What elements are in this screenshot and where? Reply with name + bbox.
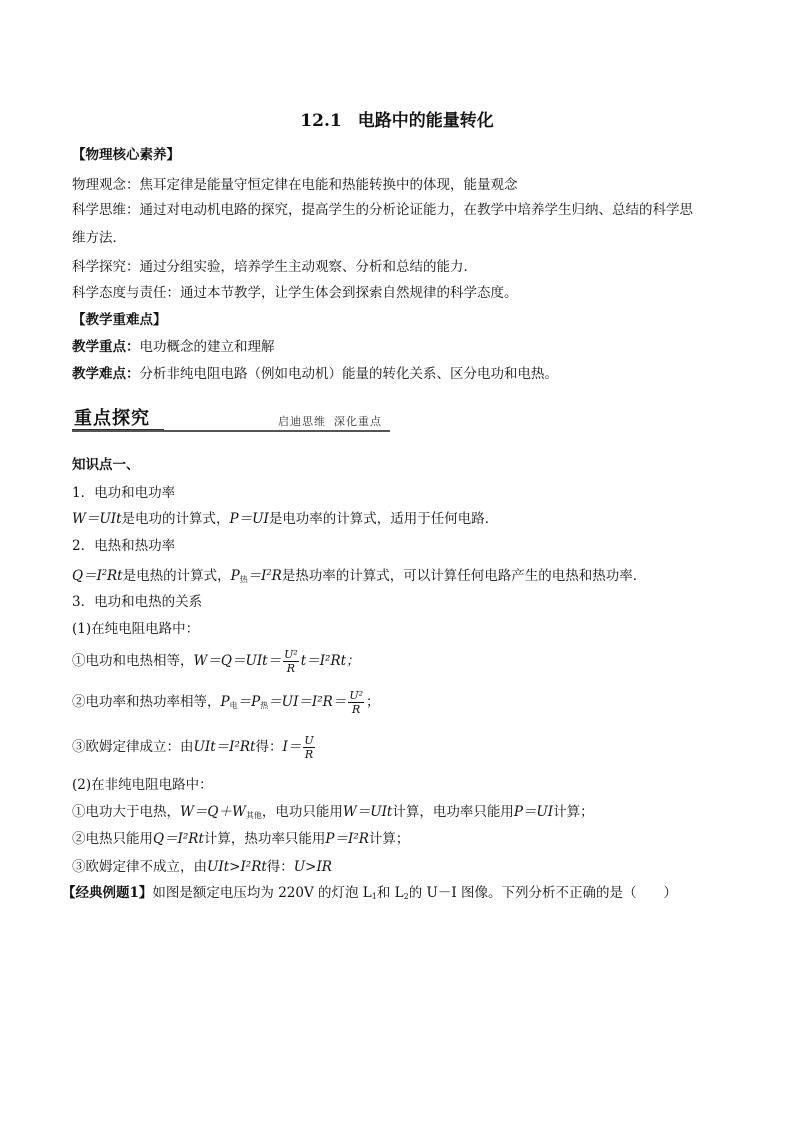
text: 计算； bbox=[553, 804, 594, 820]
text: 计算，电功率只能用 bbox=[392, 804, 514, 820]
fraction-u2-over-r bbox=[348, 689, 364, 716]
text: 的 U－I 图像。下列分析不正确的是（ ） bbox=[408, 885, 678, 901]
text: 计算； bbox=[368, 831, 410, 847]
literacy-item-inquiry: 科学探究：通过分组实验，培养学生主动观察、分析和总结的能力． bbox=[72, 259, 477, 275]
text: 计算，热功率只能用 bbox=[203, 831, 326, 847]
formula: I＝ bbox=[282, 739, 302, 755]
literacy-item-concept: 物理观念：焦耳定律是能量守恒定律在电能和热能转换中的体现，能量观念 bbox=[72, 177, 518, 193]
rule-label: ①电功大于电热， bbox=[72, 804, 180, 820]
text: 得： bbox=[255, 739, 283, 755]
literacy-item-thinking: 科学思维：通过对电动机电路的探究，提高学生的分析论证能力，在教学中培养学生归纳、总结的科学思 bbox=[72, 202, 693, 218]
rule-label: ③欧姆定律成立：由 bbox=[72, 739, 194, 755]
subsection-2-heading: 2．电热和热功率 bbox=[72, 538, 176, 554]
pure-rule-1 bbox=[72, 644, 360, 678]
pure-rule-3 bbox=[72, 730, 317, 764]
formula-heat: $Q=I^2Rt$ bbox=[72, 568, 123, 584]
subscript: 热 bbox=[260, 701, 269, 710]
formula-part: $=I^2R$ bbox=[247, 568, 282, 584]
teaching-difficulty bbox=[72, 365, 558, 383]
section-number: 12.1 bbox=[300, 111, 342, 131]
text: 和 L bbox=[376, 885, 404, 901]
formula-part: Q＝I bbox=[72, 568, 102, 584]
example-question bbox=[62, 884, 677, 906]
teaching-focus bbox=[72, 338, 275, 356]
nonpure-rule-3 bbox=[72, 858, 332, 876]
example-tag: 【经典例题1】 bbox=[62, 885, 153, 901]
text: 是电热的计算式， bbox=[122, 568, 231, 584]
subscript: 2 bbox=[403, 892, 409, 901]
numerator: U² bbox=[284, 648, 298, 661]
difficulty-text: 分析非纯电阻电路（例如电动机）能量的转化关系、区分电功和电热。 bbox=[139, 366, 558, 382]
numerator: U² bbox=[349, 689, 363, 702]
focus-text: 电功概念的建立和理解 bbox=[139, 339, 275, 355]
formula-electric-work: W＝UIt bbox=[72, 511, 122, 527]
subscript: 1 bbox=[371, 892, 377, 901]
text: 如图是额定电压均为 220V 的灯泡 L bbox=[152, 885, 372, 901]
literacy-heading: 【物理核心素养】 bbox=[72, 147, 180, 163]
fraction-u-over-r bbox=[303, 734, 314, 761]
formula: Q＝I²Rt bbox=[153, 831, 204, 847]
literacy-item-thinking-cont: 维方法． bbox=[72, 230, 126, 246]
formula-part: P bbox=[230, 568, 240, 584]
banner-tag-2: 深化重点 bbox=[334, 415, 382, 428]
literacy-item-attitude: 科学态度与责任：通过本节教学，让学生体会到探索自然规律的科学态度。 bbox=[72, 285, 518, 301]
text: 是电功率的计算式，适用于任何电路． bbox=[268, 511, 499, 527]
formula: UIt＝I²Rt bbox=[193, 739, 256, 755]
subsection-1-heading: 1．电功和电功率 bbox=[72, 485, 176, 501]
denominator: R bbox=[304, 748, 314, 761]
text: 得： bbox=[266, 859, 294, 875]
formula: UIt>I²Rt bbox=[207, 859, 267, 875]
subsection-1-text bbox=[72, 510, 498, 528]
formula: ＝ bbox=[237, 694, 252, 710]
rule-label: ②电热只能用 bbox=[72, 831, 153, 847]
formula: P bbox=[251, 694, 261, 710]
text: ，电功只能用 bbox=[261, 804, 343, 820]
formula-part: ＝I bbox=[247, 568, 267, 584]
subsection-3-heading: 3．电功和电热的关系 bbox=[72, 594, 203, 610]
text: 是电功的计算式， bbox=[121, 511, 230, 527]
banner-tag-1: 启迪思维 bbox=[278, 415, 326, 428]
keypoints-heading: 【教学重难点】 bbox=[72, 312, 167, 328]
page-title bbox=[0, 106, 794, 131]
formula: W＝UIt bbox=[342, 804, 393, 820]
formula: P＝I²R bbox=[325, 831, 369, 847]
nonpure-resistance-heading: (2)在非纯电阻电路中： bbox=[72, 777, 213, 793]
subscript: 其他 bbox=[245, 811, 262, 820]
formula: U>IR bbox=[293, 859, 332, 875]
formula: ＝UI＝I²R＝ bbox=[268, 694, 347, 710]
nonpure-rule-1 bbox=[72, 803, 594, 825]
formula: P＝UI bbox=[513, 804, 554, 820]
formula: W＝Q＋W bbox=[180, 804, 246, 820]
formula-electric-power: P＝UI bbox=[229, 511, 269, 527]
pure-resistance-heading: (1)在纯电阻电路中： bbox=[72, 621, 200, 637]
rule-label: ②电功率和热功率相等， bbox=[72, 694, 221, 710]
formula: P bbox=[220, 694, 230, 710]
formula-heat-power bbox=[231, 568, 240, 584]
banner-title: 重点探究 bbox=[74, 408, 150, 429]
section-title: 电路中的能量转化 bbox=[357, 111, 494, 131]
difficulty-label: 教学难点： bbox=[72, 366, 140, 382]
formula-part: R bbox=[271, 568, 282, 584]
knowledge-heading: 知识点一、 bbox=[72, 457, 140, 473]
focus-label: 教学重点： bbox=[72, 339, 140, 355]
banner-underline bbox=[72, 430, 390, 432]
denominator: R bbox=[352, 703, 361, 716]
subscript: 热 bbox=[239, 575, 248, 584]
fraction-u2-over-r bbox=[283, 648, 299, 675]
nonpure-rule-2 bbox=[72, 830, 409, 848]
numerator: U bbox=[304, 734, 314, 747]
rule-label: ③欧姆定律不成立，由 bbox=[72, 859, 207, 875]
banner-tagline bbox=[278, 413, 390, 429]
denominator: R bbox=[286, 662, 296, 675]
pure-rule-2 bbox=[72, 685, 380, 723]
subsection-2-text bbox=[72, 564, 646, 589]
subscript: 电 bbox=[229, 701, 238, 710]
formula-part: Rt bbox=[107, 568, 123, 584]
rule-label: ①电功和电热相等， bbox=[72, 653, 194, 669]
section-banner bbox=[72, 404, 390, 434]
text: 是热功率的计算式，可以计算任何电路产生的电热和热功率． bbox=[281, 568, 647, 584]
formula: t＝I²Rt； bbox=[300, 653, 360, 669]
formula: W＝Q＝UIt＝ bbox=[193, 653, 282, 669]
text: ； bbox=[366, 694, 380, 710]
